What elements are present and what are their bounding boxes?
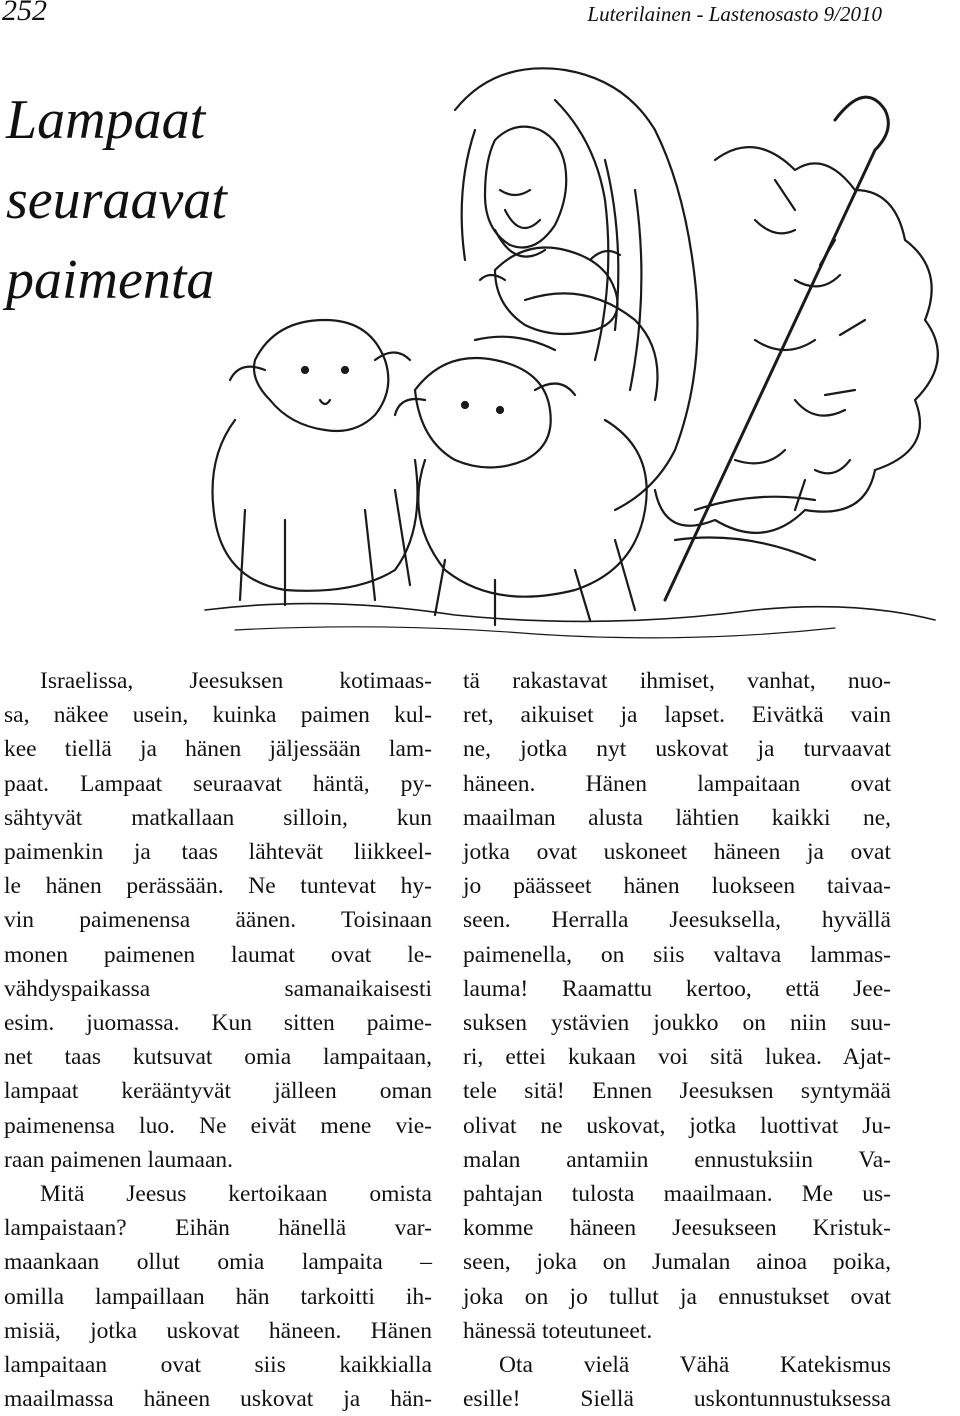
- text-line: maailmassa häneen uskovat ja hän-: [4, 1386, 432, 1413]
- text-line: paimenella, on siis valtava lammas-: [463, 941, 891, 968]
- text-line: vin paimenensa äänen. Toisinaan: [4, 907, 432, 934]
- text-line: sähtyvät matkallaan silloin, kun: [4, 804, 432, 831]
- text-line: esille! Siellä uskontunnustuksessa: [463, 1386, 891, 1413]
- text-line: joka on jo tullut ja ennustukset ovat: [463, 1283, 891, 1310]
- text-line: jo päässeet hänen luokseen taivaa-: [463, 873, 891, 900]
- text-line: vähdyspaikassa samanaikaisesti: [4, 975, 432, 1002]
- article-title: [6, 80, 227, 320]
- text-line: tele sitä! Ennen Jeesuksen syntymää: [463, 1078, 891, 1105]
- text-line: omilla lampaillaan hän tarkoitti ih-: [4, 1283, 432, 1310]
- lamb-left-drawing: [213, 320, 418, 605]
- lamb-center-drawing: [395, 358, 647, 625]
- title-line: paimenta: [6, 249, 215, 311]
- page-number: 252: [2, 0, 47, 27]
- text-line: seen, joka on Jumalan ainoa poika,: [463, 1249, 891, 1276]
- text-line: lampaistaan? Eihän hänellä var-: [4, 1215, 432, 1242]
- text-line: monen paimenen laumat ovat le-: [4, 941, 432, 968]
- text-line: ri, ettei kukaan voi sitä lukea. Ajat-: [463, 1044, 891, 1071]
- ground-drawing: [205, 604, 935, 622]
- text-line: suksen ystävien joukko on niin suu-: [463, 1010, 891, 1037]
- held-lamb-drawing: [480, 248, 620, 335]
- text-line: le hänen perässään. Ne tuntevat hy-: [4, 873, 432, 900]
- text-line: lampaat kerääntyvät jälleen oman: [4, 1078, 432, 1105]
- text-line: maankaan ollut omia lampaita –: [4, 1249, 432, 1276]
- text-line: lauma! Raamattu kertoo, että Jee-: [463, 975, 891, 1002]
- text-line: pahtajan tulosta maailmaan. Me us-: [463, 1181, 891, 1208]
- text-line: lampaitaan ovat siis kaikkialla: [4, 1352, 432, 1379]
- right-column: [463, 664, 891, 1416]
- text-line: tä rakastavat ihmiset, vanhat, nuo-: [463, 668, 891, 694]
- left-column: [4, 664, 432, 1416]
- text-line: paat. Lampaat seuraavat häntä, py-: [4, 770, 432, 797]
- text-line: seen. Herralla Jeesuksella, hyvällä: [463, 907, 891, 934]
- text-line: Ota vielä Vähä Katekismus: [499, 1352, 891, 1379]
- text-line: kee tiellä ja hänen jäljessään lam-: [4, 736, 432, 763]
- text-line: raan paimenen laumaan.: [4, 1146, 234, 1173]
- text-line: sa, näkee usein, kuinka paimen kul-: [4, 702, 432, 729]
- text-line: olivat ne uskovat, jotka luottivat Ju-: [463, 1112, 891, 1139]
- text-line: misiä, jotka uskovat häneen. Hänen: [4, 1317, 432, 1344]
- running-head: Luterilainen - Lastenosasto 9/2010: [587, 2, 882, 26]
- text-line: komme häneen Jeesukseen Kristuk-: [463, 1215, 891, 1242]
- text-line: hänessä toteutuneet.: [463, 1317, 653, 1344]
- text-line: ret, aikuiset ja lapset. Eivätkä vain: [463, 702, 891, 729]
- text-line: paimenensa luo. Ne eivät mene vie-: [4, 1112, 432, 1139]
- text-line: Israelissa, Jeesuksen kotimaas-: [40, 668, 432, 694]
- shepherd-illustration: [195, 40, 960, 650]
- text-line: ne, jotka nyt uskovat ja turvaavat: [463, 736, 891, 763]
- text-line: häneen. Hänen lampaitaan ovat: [463, 770, 891, 797]
- title-line: seuraavat: [6, 169, 227, 231]
- shepherd-drawing: [455, 68, 698, 510]
- text-line: net taas kutsuvat omia lampaitaan,: [4, 1044, 432, 1071]
- text-line: Mitä Jeesus kertoikaan omista: [40, 1181, 432, 1208]
- text-line: maailman alusta lähtien kaikki ne,: [463, 804, 891, 831]
- text-line: esim. juomassa. Kun sitten paime-: [4, 1010, 432, 1037]
- title-line: Lampaat: [6, 89, 206, 151]
- text-line: jotka ovat uskoneet häneen ja ovat: [463, 839, 891, 866]
- text-line: malan antamiin ennustuksiin Va-: [463, 1146, 891, 1173]
- text-line: paimenkin ja taas lähtevät liikkeel-: [4, 839, 432, 866]
